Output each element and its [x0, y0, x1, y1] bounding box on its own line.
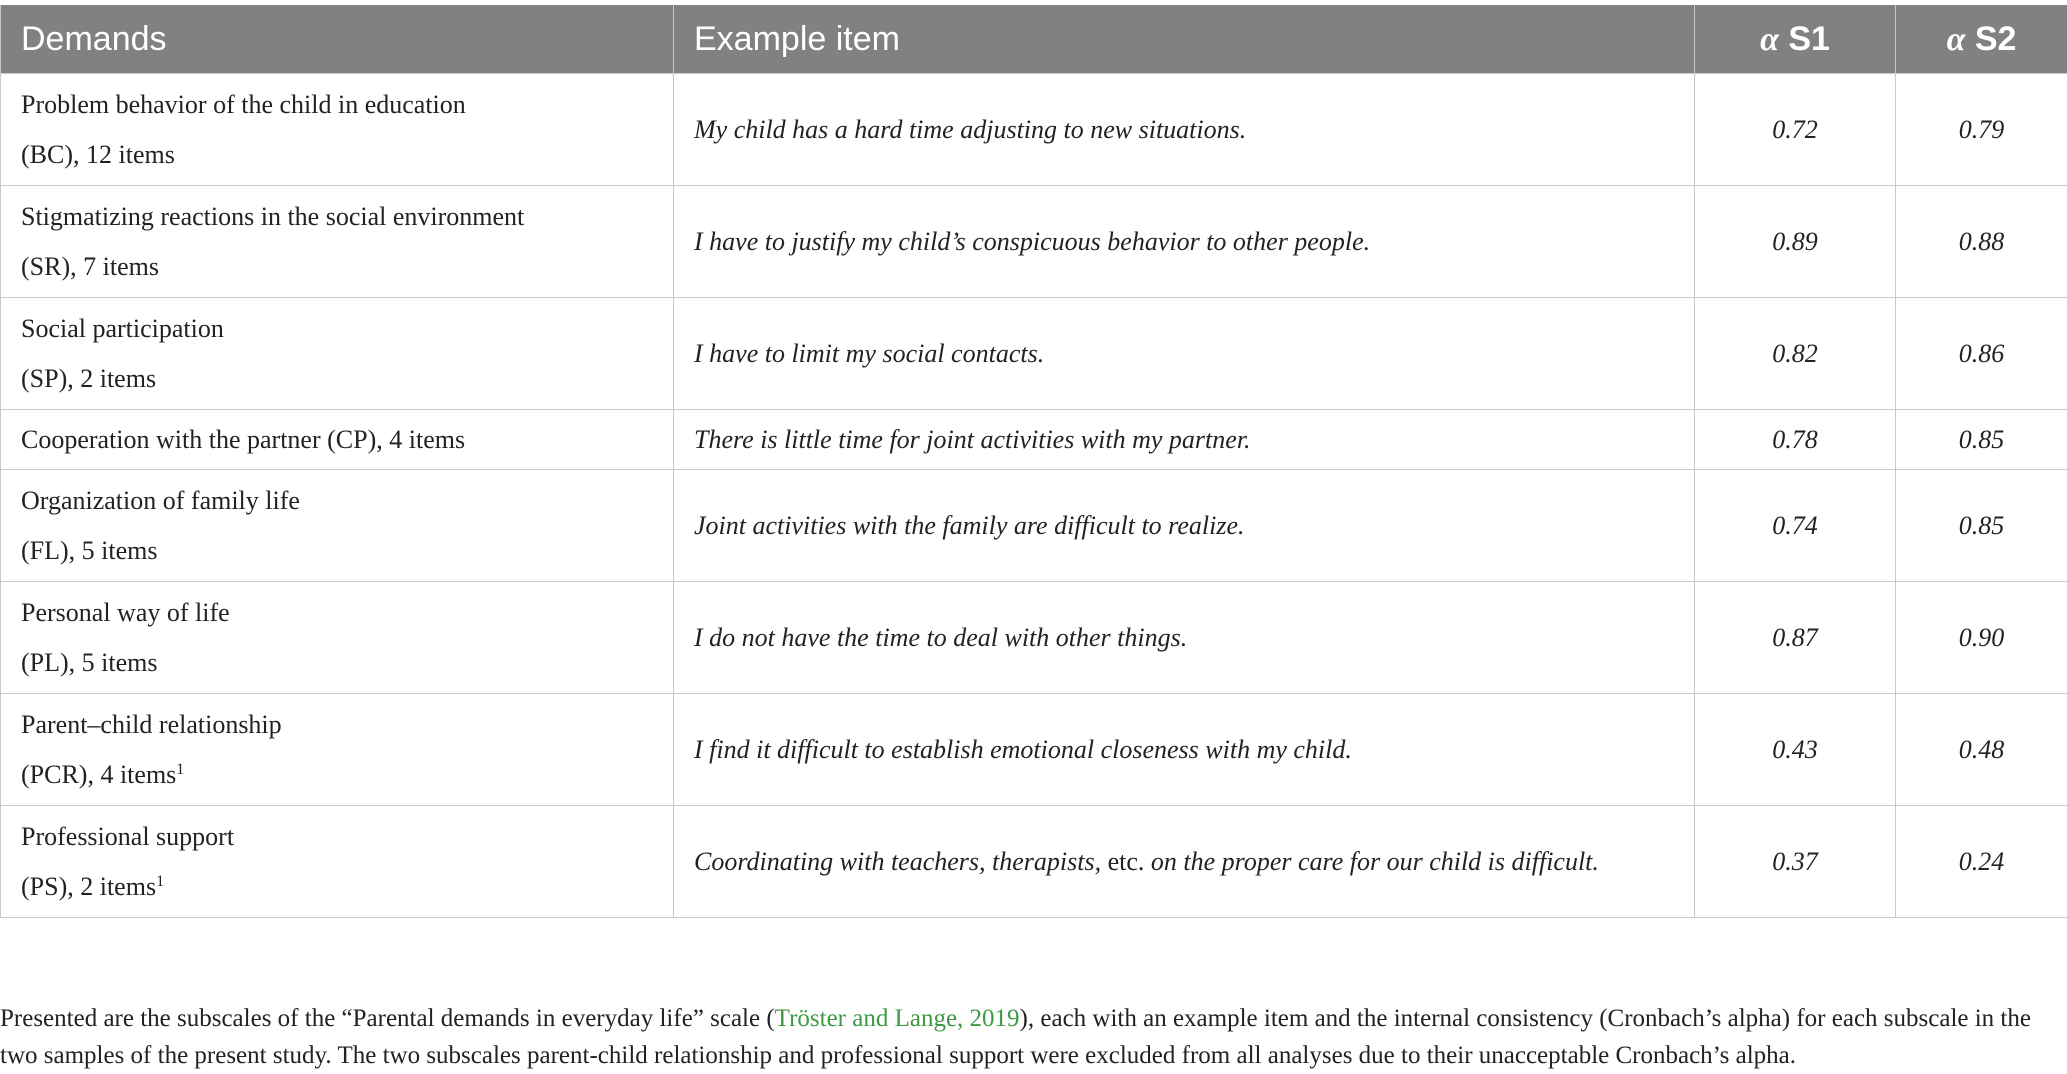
example-item-cell	[674, 694, 1695, 806]
table-row	[1, 410, 2067, 470]
alpha-s1-cell: 0.78	[1695, 410, 1896, 470]
footnote-marker: 1	[156, 873, 164, 890]
demand-name: Stigmatizing reactions in the social environment	[21, 202, 524, 231]
table-header-row	[1, 5, 2067, 74]
demand-name: Social participation	[21, 314, 224, 343]
alpha-s2-cell: 0.24	[1896, 806, 2067, 918]
alpha-s1-cell: 0.87	[1695, 582, 1896, 694]
footnote-text-after: ), each with an example item and the internal consistency (Cronbach’s alpha) for each subscale in the two samples of the present study. The two subscales parent-child relationship and professional support were excluded from all analyses due to their unacceptable Cronbach’s alpha.	[0, 1005, 2031, 1069]
demand-abbrev: (BC), 12 items	[21, 140, 175, 169]
alpha-s2-cell: 0.86	[1896, 298, 2067, 410]
citation-link[interactable]: Tröster and Lange, 2019	[775, 1005, 1020, 1032]
header-s1-label: S1	[1788, 20, 1830, 58]
header-example-item: Example item	[674, 5, 1695, 74]
demand-cell	[1, 806, 674, 918]
alpha-s2-cell: 0.88	[1896, 186, 2067, 298]
header-s2-label: S2	[1975, 20, 2017, 58]
demand-cell	[1, 470, 674, 582]
demand-abbrev: (PS), 2 items	[21, 872, 156, 901]
header-alpha-s1	[1695, 5, 1896, 74]
table-row	[1, 298, 2067, 410]
table-row	[1, 186, 2067, 298]
table-row	[1, 582, 2067, 694]
demand-abbrev: (FL), 5 items	[21, 536, 158, 565]
example-item-text: Joint activities with the family are difficult to realize.	[694, 511, 1244, 540]
example-item-cell	[674, 186, 1695, 298]
header-alpha-s2	[1896, 5, 2067, 74]
table-row	[1, 74, 2067, 186]
demand-cell	[1, 186, 674, 298]
demand-cell	[1, 74, 674, 186]
alpha-s2-cell: 0.79	[1896, 74, 2067, 186]
demand-name: Organization of family life	[21, 486, 300, 515]
alpha-s1-cell: 0.89	[1695, 186, 1896, 298]
example-item-text: I do not have the time to deal with other things.	[694, 623, 1187, 652]
alpha-symbol: α	[1947, 21, 1966, 58]
footnote-text-before: Presented are the subscales of the “Parental demands in everyday life” scale (	[0, 1005, 775, 1032]
table-row	[1, 806, 2067, 918]
demand-cell	[1, 694, 674, 806]
alpha-s1-cell: 0.82	[1695, 298, 1896, 410]
demand-cell	[1, 410, 674, 470]
demands-table	[0, 5, 2067, 918]
alpha-s2-cell: 0.90	[1896, 582, 2067, 694]
example-item-cell	[674, 806, 1695, 918]
example-item-text: Coordinating with teachers, therapists,	[694, 847, 1108, 876]
demand-name: Parent–child relationship	[21, 710, 282, 739]
alpha-s1-cell: 0.74	[1695, 470, 1896, 582]
demand-abbrev: (PL), 5 items	[21, 648, 158, 677]
alpha-s1-cell: 0.72	[1695, 74, 1896, 186]
footnote-marker: 1	[176, 761, 184, 778]
demand-name: Professional support	[21, 822, 234, 851]
table-row	[1, 694, 2067, 806]
example-item-text: There is little time for joint activities with my partner.	[694, 425, 1251, 454]
example-item-text: I find it difficult to establish emotional closeness with my child.	[694, 735, 1352, 764]
table-footnote	[0, 1000, 2060, 1074]
demand-name: Cooperation with the partner (CP), 4 items	[21, 425, 465, 454]
header-demands: Demands	[1, 5, 674, 74]
alpha-symbol: α	[1760, 21, 1779, 58]
example-item-cell	[674, 298, 1695, 410]
demand-name: Personal way of life	[21, 598, 230, 627]
example-item-cell	[674, 582, 1695, 694]
example-item-cell	[674, 470, 1695, 582]
table-body	[1, 74, 2067, 918]
demand-cell	[1, 298, 674, 410]
example-item-cell	[674, 410, 1695, 470]
alpha-s1-cell: 0.43	[1695, 694, 1896, 806]
table-row	[1, 470, 2067, 582]
example-item-text: I have to limit my social contacts.	[694, 339, 1044, 368]
demand-abbrev: (SP), 2 items	[21, 364, 156, 393]
example-item-upright-text: etc.	[1108, 847, 1145, 876]
demand-name: Problem behavior of the child in education	[21, 90, 466, 119]
alpha-s1-cell: 0.37	[1695, 806, 1896, 918]
alpha-s2-cell: 0.85	[1896, 470, 2067, 582]
alpha-s2-cell: 0.48	[1896, 694, 2067, 806]
demand-abbrev: (SR), 7 items	[21, 252, 159, 281]
example-item-text: I have to justify my child’s conspicuous behavior to other people.	[694, 227, 1370, 256]
alpha-s2-cell: 0.85	[1896, 410, 2067, 470]
example-item-tail-text: on the proper care for our child is difficult.	[1144, 847, 1598, 876]
example-item-cell	[674, 74, 1695, 186]
example-item-text: My child has a hard time adjusting to new situations.	[694, 115, 1246, 144]
demand-cell	[1, 582, 674, 694]
demand-abbrev: (PCR), 4 items	[21, 760, 176, 789]
